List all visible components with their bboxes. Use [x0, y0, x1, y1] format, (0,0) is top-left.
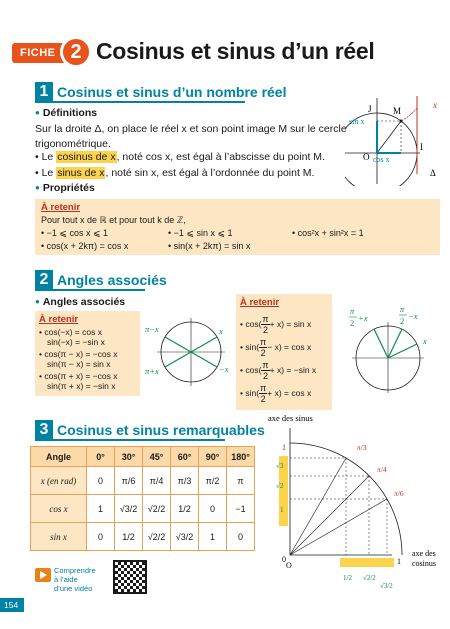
- radius-line: [388, 329, 402, 358]
- cell: 1: [87, 495, 115, 523]
- rhs: ) = sin x: [281, 318, 312, 329]
- section-number: 1: [35, 82, 53, 102]
- property: • −1 ⩽ sin x ⩽ 1: [168, 228, 233, 238]
- den: 2: [263, 371, 269, 381]
- label-minus-x: −x: [408, 311, 418, 321]
- num: π: [260, 337, 267, 347]
- rhs: ) = cos x: [278, 387, 312, 398]
- label-j: J: [368, 104, 372, 114]
- video-icon: [35, 568, 51, 582]
- section-title: Angles associés: [57, 272, 167, 288]
- page-number: 154: [0, 598, 24, 612]
- label-plus-x: +x: [358, 313, 368, 323]
- cell: √3/2: [171, 523, 199, 551]
- fn: • cos: [240, 318, 259, 329]
- remarkable-values-table: [30, 446, 255, 551]
- label-m: M: [393, 106, 402, 116]
- quarter-circle-figure: [262, 410, 448, 595]
- cos-label: 1/2: [343, 574, 352, 582]
- pi-num: π: [400, 304, 405, 314]
- cell: −1: [227, 495, 255, 523]
- pi-den: 2: [350, 318, 355, 328]
- den: 2: [260, 348, 266, 358]
- ray-30: [290, 499, 387, 555]
- cell: π/2: [199, 467, 227, 495]
- radius-line: [388, 344, 417, 358]
- sign: + x: [269, 318, 282, 329]
- caption-line: d’une vidéo: [54, 584, 93, 593]
- cos-definition: [35, 150, 355, 165]
- cell: 0: [87, 467, 115, 495]
- play-icon: [40, 571, 47, 579]
- ray-60: [290, 458, 346, 555]
- row-label: cos x: [31, 495, 87, 523]
- label-x: x: [433, 100, 437, 110]
- cell: 0: [199, 495, 227, 523]
- header-cell: 90°: [199, 447, 227, 467]
- table-header-row: [31, 447, 255, 467]
- label-delta: Δ: [430, 168, 436, 178]
- wrap-arc: [401, 108, 417, 121]
- row-label: x (en rad): [31, 467, 87, 495]
- den: 2: [260, 394, 266, 404]
- sin-label: √3: [276, 462, 284, 470]
- sin-definition: [35, 166, 355, 181]
- label-minus-x: −x: [219, 364, 229, 374]
- section-title: Cosinus et sinus d’un nombre réel: [57, 84, 287, 100]
- section-underline: [35, 101, 245, 103]
- caption-line: Comprendre: [54, 566, 96, 575]
- cos-highlight-band: [340, 558, 394, 567]
- cell: √3/2: [115, 495, 143, 523]
- angle-label: π/3: [357, 443, 367, 452]
- header-cell: 60°: [171, 447, 199, 467]
- ray-45: [290, 476, 369, 555]
- label-x: x: [423, 336, 427, 346]
- pi-den: 2: [400, 316, 405, 326]
- cell: 0: [227, 523, 255, 551]
- rhs: ) = −sin x: [281, 364, 317, 375]
- trig-circle-figure: [345, 96, 445, 186]
- angle-label: π/4: [377, 465, 387, 474]
- row-label: sin x: [31, 523, 87, 551]
- rule: • cos(π − x) = −cos x: [39, 349, 118, 359]
- rule: • sin( $\frac{\pi}{2}$ + x) = cos x: [240, 383, 312, 404]
- section-1-header: [35, 80, 286, 102]
- angle-label: π/6: [394, 489, 404, 498]
- label-pi-minus-x: π−x: [145, 324, 159, 334]
- rule: • cos( $\frac{\pi}{2}$ + x) = −sin x: [240, 360, 317, 381]
- definition-line: trigonométrique.: [35, 138, 111, 150]
- definition-text: [35, 122, 355, 152]
- cos-label: √2/2: [363, 574, 376, 582]
- radius-om: [377, 121, 401, 153]
- retenir-title: À retenir: [240, 297, 280, 308]
- header-cell: 0°: [87, 447, 115, 467]
- table-row: [31, 495, 255, 523]
- sign: + x: [269, 364, 282, 375]
- label-zero: 0: [282, 555, 286, 564]
- radius-line: [374, 329, 388, 358]
- property: • cos²x + sin²x = 1: [292, 228, 364, 238]
- num: π: [262, 360, 269, 370]
- header-cell: 45°: [143, 447, 171, 467]
- complementary-angles-circle: [338, 300, 446, 395]
- section-number: 2: [35, 270, 53, 290]
- retenir-title: À retenir: [39, 314, 79, 325]
- cell: √2/2: [143, 495, 171, 523]
- cell: 1: [199, 523, 227, 551]
- pi-num: π: [350, 306, 355, 316]
- sin-label: 1: [280, 506, 284, 514]
- cell: π/4: [143, 467, 171, 495]
- qr-code[interactable]: [113, 560, 147, 594]
- section-number: 3: [35, 420, 53, 440]
- fraction: [261, 314, 269, 335]
- cell: π/3: [171, 467, 199, 495]
- label-sinx: sin x: [349, 117, 365, 126]
- sign: − x: [267, 341, 279, 352]
- sinus-highlight: sinus de x: [57, 167, 105, 179]
- definition-line: Sur la droite Δ, on place le réel x et son point image M sur le cercle: [35, 123, 347, 135]
- x-axis-label: axe des: [412, 549, 436, 558]
- y-axis-label: axe des sinus: [268, 413, 313, 423]
- cell: π: [227, 467, 255, 495]
- sin-label: √2: [276, 482, 284, 490]
- properties-heading: ● Propriétés: [35, 182, 95, 194]
- rhs: ) = cos x: [278, 341, 312, 352]
- label-o: O: [286, 561, 292, 570]
- rule: sin(π − x) = sin x: [47, 359, 111, 369]
- associated-angles-circle: [145, 310, 237, 390]
- page-title: Cosinus et sinus d’un réel: [96, 38, 375, 64]
- fiche-label: FICHE: [12, 43, 82, 63]
- rule: • cos(−x) = cos x: [39, 327, 102, 337]
- fn: • sin: [240, 341, 257, 352]
- label-cosx: cos x: [373, 155, 390, 164]
- text: , noté cos x, est égal à l’abscisse du point M.: [116, 151, 325, 163]
- header-cell: 30°: [115, 447, 143, 467]
- retenir-intro: Pour tout x de ℝ et pour tout k de ℤ,: [41, 215, 186, 225]
- rule: sin(π + x) = −sin x: [47, 381, 116, 391]
- fn: • cos: [240, 364, 259, 375]
- section-underline: [35, 289, 145, 291]
- header-cell: Angle: [31, 447, 87, 467]
- label-x: x: [219, 326, 223, 336]
- caption-line: à l’aide: [54, 575, 78, 584]
- video-caption: [54, 566, 96, 593]
- property: • sin(x + 2kπ) = sin x: [168, 241, 251, 251]
- cos-label: √3/2: [380, 582, 393, 590]
- fn: • sin: [240, 387, 257, 398]
- rule: • sin( $\frac{\pi}{2}$ − x) = cos x: [240, 337, 312, 358]
- retenir-title: À retenir: [41, 202, 81, 213]
- label-pi-plus-x: π+x: [145, 366, 159, 376]
- table-row: [31, 523, 255, 551]
- table-row: [31, 467, 255, 495]
- video-link[interactable]: [35, 560, 145, 602]
- label-o: O: [363, 152, 370, 162]
- section-title: Cosinus et sinus remarquables: [57, 422, 265, 438]
- cell: √2/2: [143, 523, 171, 551]
- cell: 1/2: [115, 523, 143, 551]
- section-underline: [35, 439, 225, 441]
- num: π: [262, 314, 269, 324]
- cell: 1/2: [171, 495, 199, 523]
- definitions-heading: ● Définitions: [35, 107, 97, 119]
- text: , noté sin x, est égal à l’ordonnée du point M.: [105, 167, 315, 179]
- label-i: I: [420, 142, 423, 152]
- text: • Le: [35, 151, 57, 163]
- fraction: [261, 360, 269, 381]
- fiche-number: 2: [60, 36, 92, 68]
- section-3-header: [35, 418, 265, 440]
- section-2-header: [35, 268, 167, 290]
- text: • Le: [35, 167, 57, 179]
- cell: 0: [87, 523, 115, 551]
- header-cell: 180°: [227, 447, 255, 467]
- num: π: [260, 383, 267, 393]
- sign: + x: [267, 387, 279, 398]
- cell: π/6: [115, 467, 143, 495]
- rule: • cos(π + x) = −cos x: [39, 371, 118, 381]
- label-one-x: 1: [397, 557, 401, 566]
- point-m: [400, 120, 403, 123]
- property: • cos(x + 2kπ) = cos x: [41, 241, 129, 251]
- rule: sin(−x) = −sin x: [47, 337, 105, 347]
- property: • −1 ⩽ cos x ⩽ 1: [41, 228, 109, 238]
- rule: • cos( $\frac{\pi}{2}$ + x) = sin x: [240, 314, 312, 335]
- x-axis-label-2: cosinus: [412, 559, 436, 568]
- angles-heading: ● Angles associés: [35, 296, 125, 308]
- label-one: 1: [282, 443, 286, 452]
- den: 2: [263, 325, 269, 335]
- cosinus-highlight: cosinus de x: [57, 151, 116, 163]
